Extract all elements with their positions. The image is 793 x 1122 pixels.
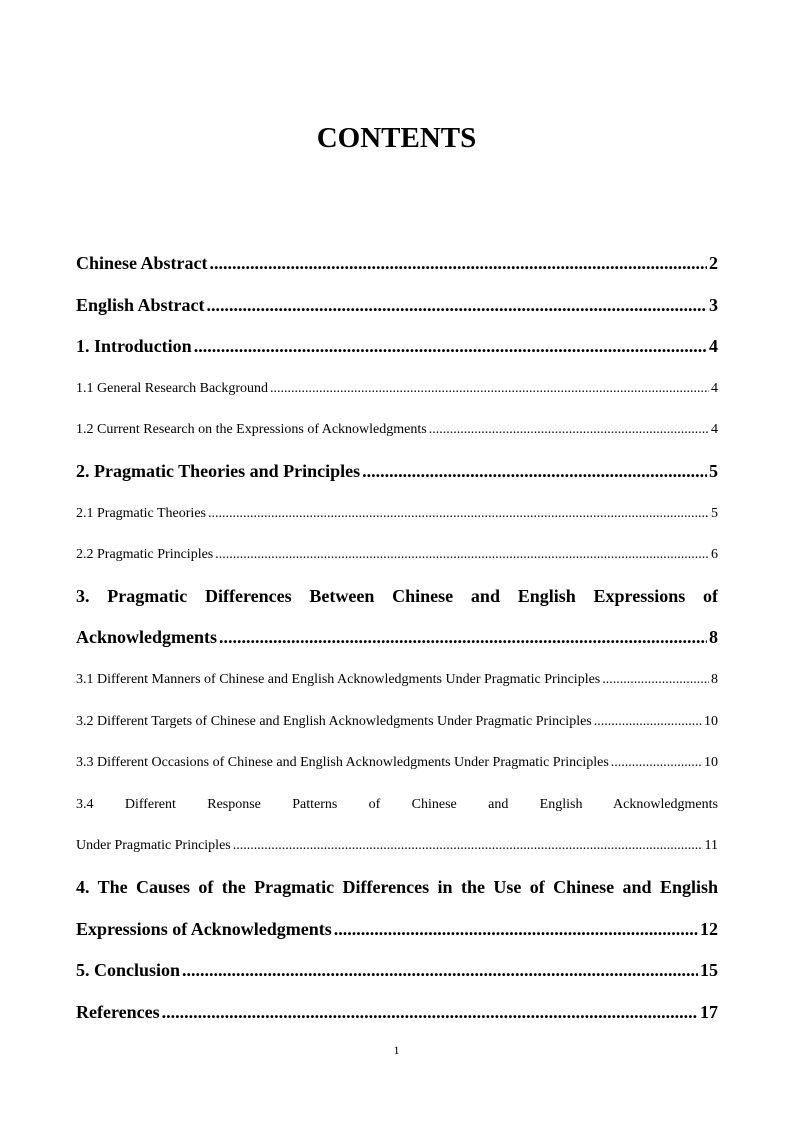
toc-entry-label: 4. The Causes of the Pragmatic Differences in the Use of Chinese and English: [76, 876, 718, 897]
toc-subentry[interactable]: [76, 701, 718, 743]
toc-entry-label: Expressions of Acknowledgments: [76, 918, 332, 939]
toc-entry-label: English Abstract: [76, 294, 205, 315]
footer-page-number: 1: [393, 1043, 400, 1057]
dot-leader: [334, 909, 698, 951]
toc-entry-first-line[interactable]: [76, 576, 718, 618]
toc-entry-label: Acknowledgments: [76, 627, 218, 648]
toc-entry-page: 11: [704, 838, 718, 854]
dot-leader: [208, 493, 709, 535]
toc-entry-label: References: [76, 1001, 160, 1022]
toc-entry-label: 2. Pragmatic Theories and Principles: [76, 460, 361, 481]
toc-entry-label: 5. Conclusion: [76, 960, 181, 981]
toc-entry-continuation[interactable]: [76, 617, 718, 659]
toc-entry-page: 12: [700, 918, 718, 939]
toc-entry-label: 1.1 General Research Background: [76, 380, 269, 396]
dot-leader: [219, 617, 707, 659]
dot-leader: [194, 326, 707, 368]
toc-entry-page: 8: [711, 671, 718, 687]
toc-entry-page: 10: [704, 713, 718, 729]
dot-leader: [594, 701, 702, 743]
toc-entry-page: 17: [700, 1001, 718, 1022]
toc-subentry[interactable]: [76, 742, 718, 784]
toc-subentry[interactable]: [76, 368, 718, 410]
toc-entry-continuation[interactable]: [76, 909, 718, 951]
toc-entry-label: Under Pragmatic Principles: [76, 838, 231, 854]
toc-entry-page: 2: [709, 253, 718, 273]
toc-subentry-first-line[interactable]: [76, 784, 718, 826]
table-of-contents: [76, 243, 718, 1033]
toc-subentry[interactable]: [76, 534, 718, 576]
dot-leader: [429, 409, 709, 451]
dot-leader: [362, 451, 707, 493]
toc-entry[interactable]: [76, 451, 718, 493]
toc-entry-page: 4: [711, 422, 718, 438]
toc-entry-page: 4: [709, 336, 718, 357]
toc-entry-page: 8: [709, 627, 718, 648]
toc-entry-label: 2.1 Pragmatic Theories: [76, 505, 206, 521]
toc-entry-label: 3.4 Different Response Patterns of Chinese and English Acknowledgments: [76, 796, 718, 812]
toc-subentry[interactable]: [76, 493, 718, 535]
dot-leader: [270, 368, 709, 410]
toc-entry[interactable]: [76, 992, 718, 1034]
toc-entry-label: 3.3 Different Occasions of Chinese and English Acknowledgments Under Pragmatic Principles: [76, 755, 609, 771]
toc-entry-label: 3.1 Different Manners of Chinese and English Acknowledgments Under Pragmatic Principles: [76, 671, 601, 687]
toc-subentry[interactable]: [76, 409, 718, 451]
toc-entry-page: 5: [711, 505, 718, 521]
toc-entry-label: 2.2 Pragmatic Principles: [76, 547, 214, 563]
toc-entry-page: 10: [704, 755, 718, 771]
toc-entry[interactable]: [76, 326, 718, 368]
dot-leader: [182, 950, 698, 992]
toc-entry-page: 15: [700, 960, 718, 981]
toc-entry-label: 3.2 Different Targets of Chinese and English Acknowledgments Under Pragmatic Principles: [76, 713, 592, 729]
toc-entry[interactable]: [76, 950, 718, 992]
toc-entry[interactable]: [76, 243, 718, 285]
toc-entry[interactable]: [76, 285, 718, 327]
toc-entry-page: 3: [709, 294, 718, 315]
dot-leader: [207, 285, 707, 327]
dot-leader: [602, 659, 709, 701]
toc-entry-page: 6: [711, 547, 718, 563]
toc-entry-label: 1. Introduction: [76, 336, 192, 357]
dot-leader: [611, 742, 702, 784]
dot-leader: [162, 992, 698, 1034]
toc-entry-label: Chinese Abstract: [76, 253, 208, 273]
toc-subentry-continuation[interactable]: [76, 825, 718, 867]
dot-leader: [215, 534, 709, 576]
toc-entry-label: 1.2 Current Research on the Expressions of Acknowledgments: [76, 422, 427, 438]
toc-entry-first-line[interactable]: [76, 867, 718, 909]
dot-leader: [233, 825, 703, 867]
toc-entry-label: 3. Pragmatic Differences Between Chinese and English Expressions of: [76, 585, 718, 606]
dot-leader: [210, 243, 708, 285]
toc-entry-page: 5: [709, 460, 718, 481]
toc-entry-page: 4: [711, 380, 718, 396]
toc-subentry[interactable]: [76, 659, 718, 701]
page-title: CONTENTS: [316, 122, 477, 154]
